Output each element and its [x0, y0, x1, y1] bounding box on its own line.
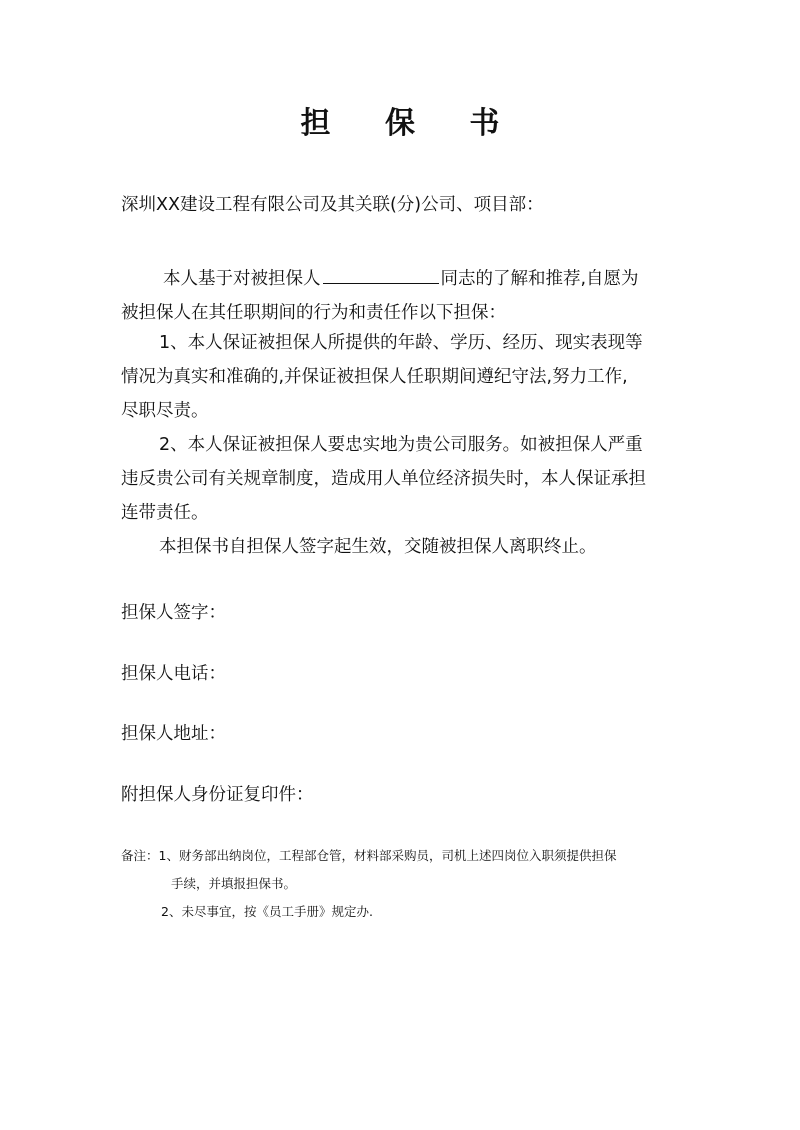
guarantor-address-field: 担保人地址：: [121, 724, 226, 744]
note-1-line-2: 手续，并填报担保书。: [171, 876, 297, 891]
salutation: 深圳XX建设工程有限公司及其关联(分)公司、项目部：: [121, 195, 544, 215]
intro-paragraph: [121, 262, 691, 330]
item2-line-3: 连带责任。: [121, 503, 209, 523]
guarantee-item-1: [121, 326, 691, 428]
item1-line-1: 1、本人保证被担保人所提供的年龄、学历、经历、现实表现等: [159, 333, 643, 353]
closing-paragraph: [121, 530, 691, 564]
note-1-line-1: 备注：1、财务部出纳岗位，工程部仓管，材料部采购员，司机上述四岗位入职须提供担保: [121, 848, 617, 863]
document-title: 担 保 书: [300, 106, 522, 141]
guarantor-id-copy-field: 附担保人身份证复印件：: [121, 785, 314, 805]
item1-line-3: 尽职尽责。: [121, 401, 209, 421]
guarantor-phone-field: 担保人电话：: [121, 664, 226, 684]
note-2: 2、未尽事宜，按《员工手册》规定办.: [161, 904, 373, 919]
item1-line-2: 情况为真实和准确的,并保证被担保人任职期间遵纪守法,努力工作,: [121, 367, 628, 387]
notes-section: [121, 842, 701, 926]
closing-line: 本担保书自担保人签字起生效，交随被担保人离职终止。: [159, 537, 597, 557]
item2-line-2: 违反贵公司有关规章制度，造成用人单位经济损失时，本人保证承担: [121, 469, 646, 489]
guaranteed-person-name-blank[interactable]: [323, 265, 439, 284]
intro-line-1: [121, 262, 691, 296]
item2-line-1: 2、本人保证被担保人要忠实地为贵公司服务。如被担保人严重: [159, 435, 643, 455]
intro-line-2: 被担保人在其任职期间的行为和责任作以下担保：: [121, 303, 506, 323]
guarantee-item-2: [121, 428, 691, 530]
guarantor-signature-field: 担保人签字：: [121, 603, 226, 623]
intro-text-after-blank: 同志的了解和推荐,自愿为: [440, 269, 639, 289]
intro-text-before-blank: 本人基于对被担保人: [163, 269, 321, 289]
